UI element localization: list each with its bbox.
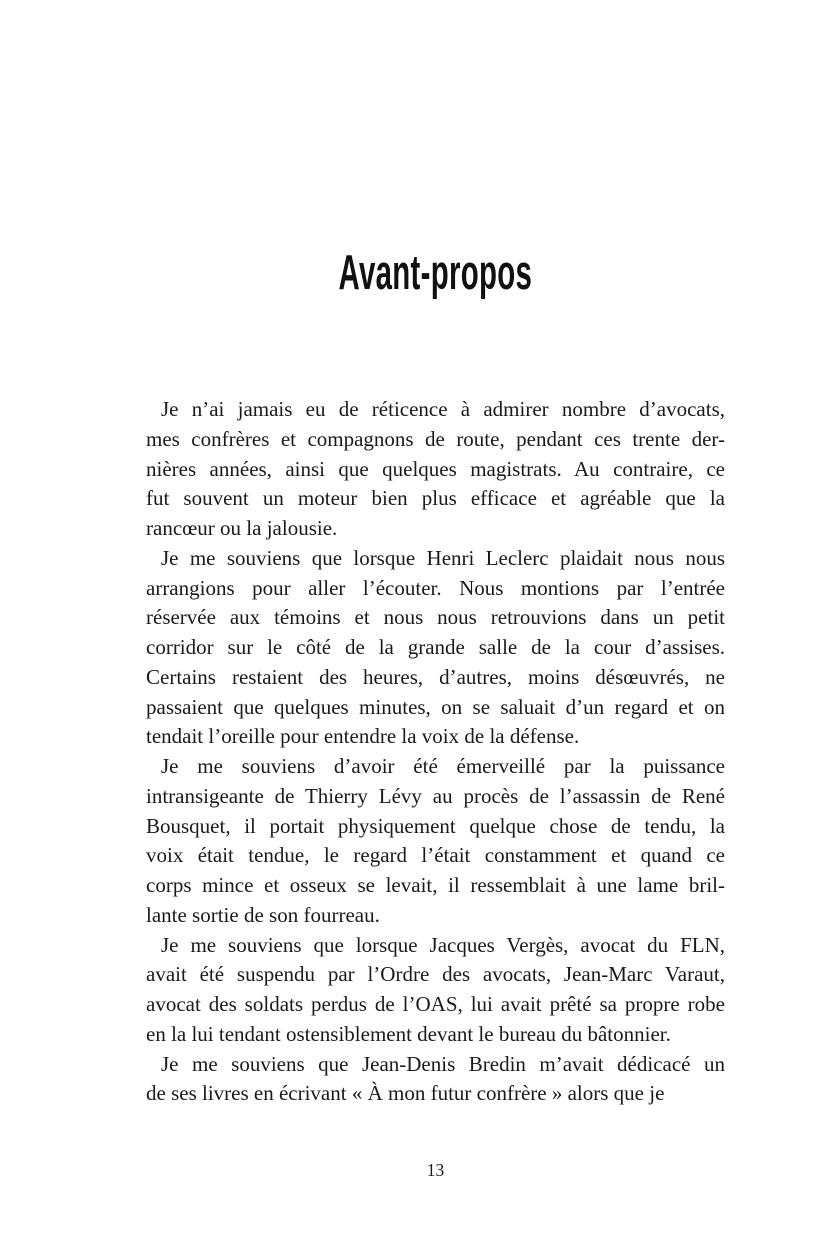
paragraph (146, 931, 725, 1050)
text-line: voix était tendue, le regard l’était constamment et quand ce (146, 843, 725, 868)
text-line: fut souvent un moteur bien plus efficace et agréable que la (146, 486, 725, 511)
text-line: Je me souviens d’avoir été émerveillé par la puissance (161, 754, 725, 778)
paragraph (146, 544, 725, 752)
paragraph (146, 395, 725, 544)
text-line: Certains restaient des heures, d’autres, moins désœuvrés, ne (146, 664, 725, 689)
text-line: corps mince et osseux se levait, il ressemblait à une lame bril- (146, 873, 725, 897)
text-line: réservée aux témoins et nous nous retrouvions dans un petit (146, 605, 725, 630)
text-line: intransigeante de Thierry Lévy au procès de l’assassin de René (146, 783, 725, 808)
text-line: Je me souviens que lorsque Henri Leclerc plaidait nous nous (161, 545, 725, 570)
text-line: mes confrères et compagnons de route, pendant ces trente der- (146, 426, 725, 451)
text-line: corridor sur le côté de la grande salle de la cour d’assises. (146, 635, 725, 659)
text-line: Je me souviens que Jean-Denis Bredin m’avait dédicacé un (161, 1051, 725, 1076)
text-line: Je n’ai jamais eu de réticence à admirer nombre d’avocats, (161, 397, 725, 421)
text-line: tendait l’oreille pour entendre la voix de la défense. (146, 724, 580, 749)
body-text (146, 395, 725, 1109)
text-line: arrangions pour aller l’écouter. Nous montions par l’entrée (146, 575, 725, 600)
text-line: Je me souviens que lorsque Jacques Vergès, avocat du FLN, (161, 932, 725, 957)
page-number: 13 (426, 1160, 445, 1180)
text-line: en la lui tendant ostensiblement devant le bureau du bâtonnier. (146, 1021, 671, 1046)
text-line: rancœur ou la jalousie. (146, 516, 338, 540)
text-line: de ses livres en écrivant « À mon futur confrère » alors que je (146, 1081, 665, 1106)
paragraph (146, 1050, 725, 1110)
chapter-title-container (146, 246, 725, 300)
paragraph (146, 752, 725, 931)
chapter-title: Avant-propos (338, 246, 533, 300)
text-line: passaient que quelques minutes, on se saluait d’un regard et on (146, 694, 725, 719)
text-line: avait été suspendu par l’Ordre des avocats, Jean-Marc Varaut, (146, 962, 725, 987)
text-line: avocat des soldats perdus de l’OAS, lui avait prêté sa propre robe (146, 992, 725, 1016)
text-line: Bousquet, il portait physiquement quelque chose de tendu, la (146, 813, 725, 838)
text-line: nières années, ainsi que quelques magistrats. Au contraire, ce (146, 456, 725, 481)
text-line: lante sortie de son fourreau. (146, 902, 380, 927)
